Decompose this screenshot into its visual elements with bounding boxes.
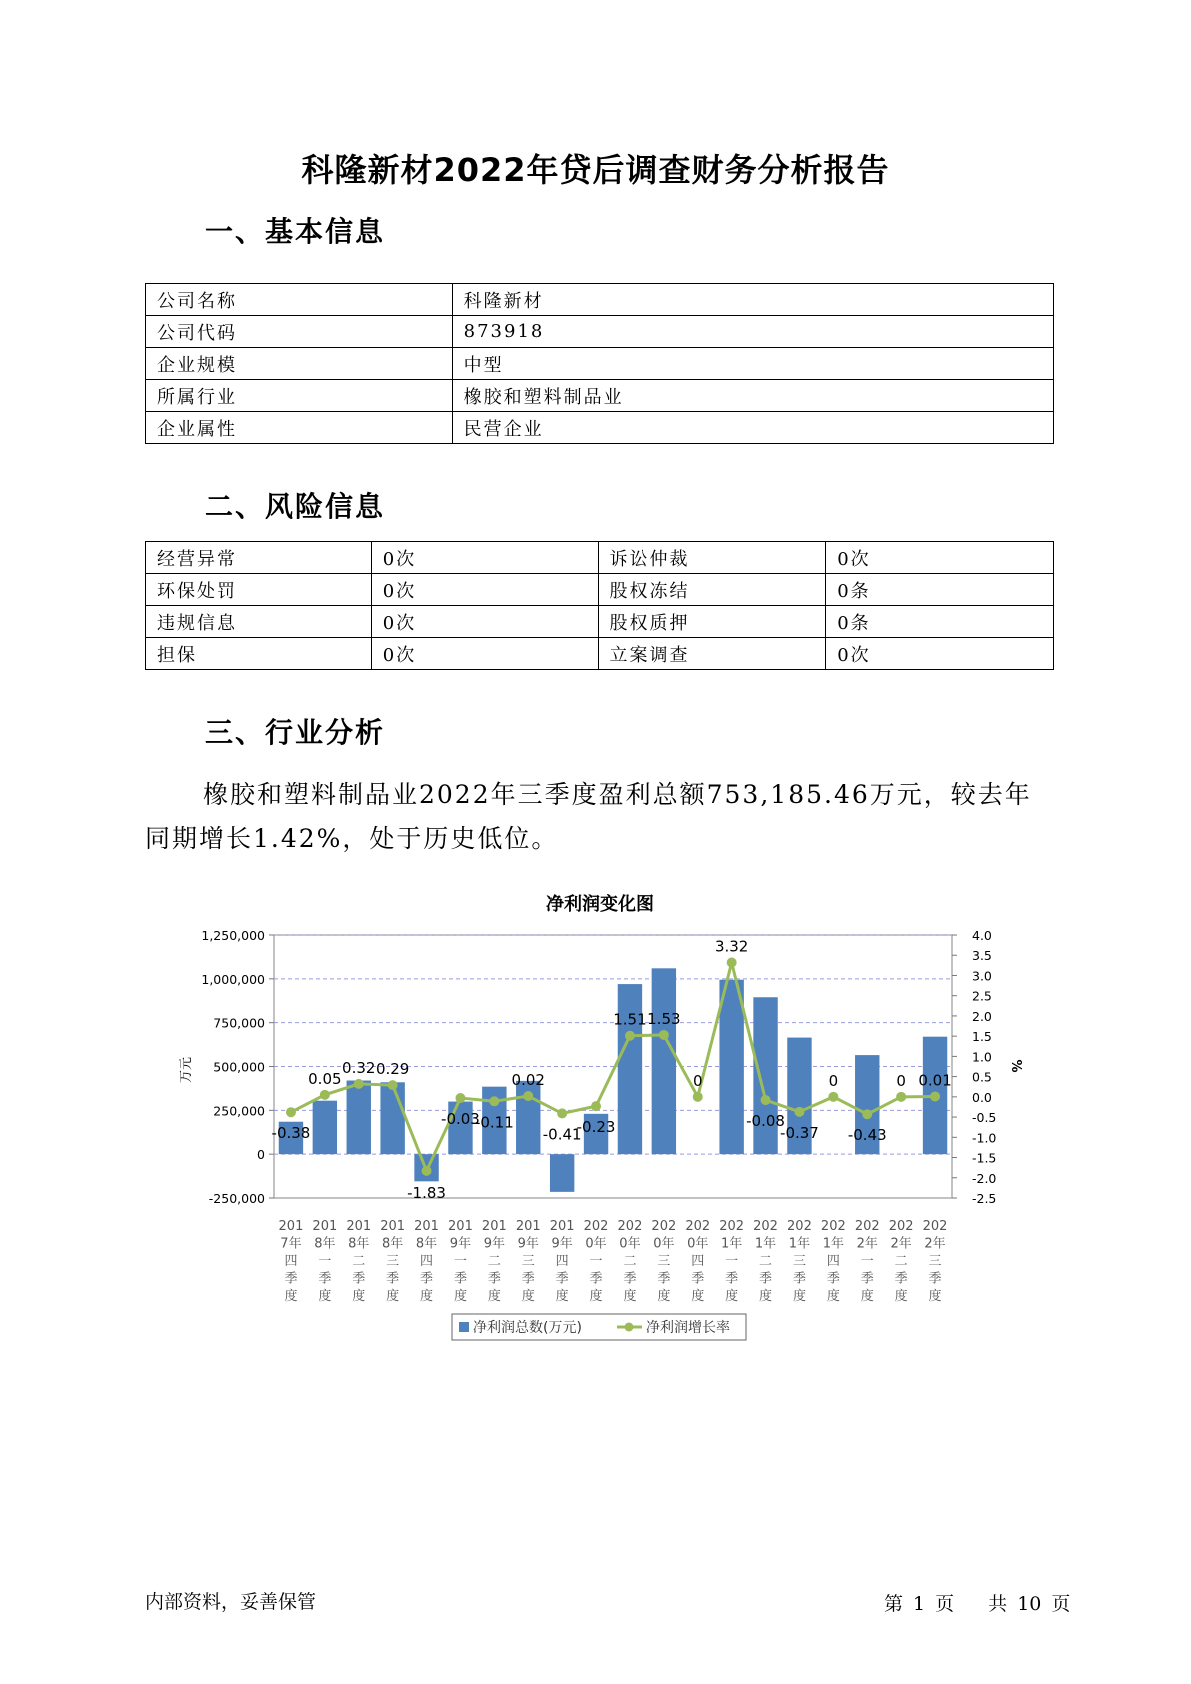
x-tick-label: 202 — [651, 1219, 677, 1234]
data-label: 0.32 — [342, 1058, 376, 1077]
y-right-tick-label: 4.0 — [972, 928, 992, 943]
legend-line-marker — [625, 1323, 634, 1332]
industry-analysis-paragraph: 橡胶和塑料制品业2022年三季度盈利总额753,185.46万元，较去年同期增长1.42%，处于历史低位。 — [145, 780, 1032, 853]
y-right-tick-label: 3.5 — [972, 948, 992, 964]
x-tick-label: 度 — [928, 1289, 942, 1304]
x-tick-label: 2年 — [890, 1236, 912, 1252]
growth-rate-point — [761, 1095, 771, 1105]
legend-bar-swatch — [459, 1322, 469, 1332]
x-tick-label: 201 — [278, 1219, 304, 1234]
table-cell-value: 0次 — [371, 542, 598, 574]
growth-rate-point — [862, 1109, 872, 1119]
x-tick-label: 度 — [860, 1289, 874, 1304]
x-tick-label: 9年 — [551, 1236, 573, 1252]
growth-rate-point — [727, 958, 737, 968]
x-tick-label: 四 — [284, 1254, 298, 1269]
x-tick-label: 0年 — [653, 1236, 675, 1252]
growth-rate-point — [422, 1166, 432, 1176]
x-tick-label: 季 — [623, 1271, 637, 1287]
x-tick-label: 季 — [759, 1271, 773, 1287]
table-cell-label: 环保处罚 — [146, 574, 372, 606]
table-cell-value: 0次 — [371, 638, 598, 670]
x-tick-label: 2年 — [924, 1236, 946, 1252]
growth-rate-point — [896, 1092, 906, 1102]
x-tick-label: 201 — [380, 1219, 406, 1234]
y-left-tick-label: 0 — [257, 1147, 265, 1163]
table-cell-label: 股权质押 — [598, 606, 826, 638]
x-tick-label: 1年 — [822, 1236, 844, 1252]
x-tick-label: 二 — [759, 1254, 773, 1269]
y-left-tick-label: 250,000 — [213, 1103, 265, 1119]
x-tick-label: 季 — [487, 1271, 501, 1287]
x-tick-label: 8年 — [415, 1236, 438, 1252]
x-tick-label: 季 — [386, 1271, 400, 1287]
legend-line-label: 净利润增长率 — [646, 1320, 730, 1336]
table-cell-label: 公司代码 — [146, 316, 453, 348]
x-tick-label: 9年 — [449, 1236, 472, 1252]
x-tick-label: 二 — [352, 1254, 366, 1269]
footer-page-info — [884, 1589, 1080, 1616]
x-tick-label: 四 — [420, 1254, 434, 1269]
data-label: 3.32 — [714, 937, 749, 956]
x-tick-label: 季 — [826, 1271, 840, 1287]
x-tick-label: 201 — [515, 1219, 541, 1234]
growth-rate-point — [557, 1108, 567, 1118]
data-label: -1.83 — [407, 1183, 446, 1202]
chart-title: 净利润变化图 — [546, 894, 654, 915]
growth-rate-point — [320, 1090, 330, 1100]
x-tick-label: 201 — [481, 1219, 507, 1234]
footer-confidential-note: 内部资料，妥善保管 — [145, 1591, 317, 1613]
table-cell-label: 担保 — [146, 638, 372, 670]
table-cell-value: 0条 — [826, 574, 1054, 606]
y-left-tick-label: -250,000 — [208, 1191, 265, 1206]
y-right-tick-label: 0.5 — [972, 1069, 992, 1085]
x-tick-label: 度 — [725, 1289, 739, 1304]
x-tick-label: 1年 — [721, 1236, 743, 1252]
x-tick-label: 四 — [826, 1254, 840, 1269]
growth-rate-point — [828, 1092, 838, 1102]
data-label: 0.05 — [308, 1069, 342, 1088]
data-label: 0 — [828, 1071, 839, 1090]
growth-rate-point — [455, 1093, 465, 1103]
chart-bar — [618, 984, 642, 1154]
table-cell-value: 中型 — [452, 348, 1053, 380]
x-tick-label: 度 — [352, 1289, 366, 1304]
table-cell-label: 立案调查 — [598, 638, 826, 670]
x-tick-label: 度 — [555, 1289, 569, 1304]
x-tick-label: 0年 — [619, 1236, 641, 1252]
x-tick-label: 三 — [386, 1254, 400, 1269]
x-tick-label: 度 — [589, 1289, 603, 1304]
y-left-tick-label: 1,000,000 — [201, 971, 265, 987]
x-tick-label: 8年 — [314, 1236, 336, 1252]
x-tick-label: 一 — [318, 1254, 332, 1269]
table-cell-value: 0次 — [826, 638, 1054, 670]
y-left-axis-label: 万元 — [179, 1056, 194, 1084]
x-tick-label: 202 — [787, 1219, 812, 1234]
x-tick-label: 度 — [521, 1289, 535, 1304]
x-tick-label: 度 — [894, 1289, 908, 1304]
data-label: 1.51 — [613, 1010, 647, 1029]
y-right-tick-label: 2.5 — [972, 988, 992, 1004]
growth-rate-point — [659, 1030, 669, 1040]
table-cell-value: 0次 — [371, 574, 598, 606]
x-tick-label: 度 — [318, 1289, 332, 1304]
table-cell-label: 经营异常 — [146, 542, 372, 574]
x-tick-label: 201 — [448, 1219, 473, 1234]
x-tick-label: 1年 — [788, 1236, 811, 1252]
page-label-prefix: 第 — [884, 1593, 904, 1615]
growth-rate-point — [693, 1092, 703, 1102]
x-tick-label: 季 — [352, 1271, 366, 1287]
total-pages: 10 — [1017, 1593, 1042, 1615]
y-right-tick-label: -2.0 — [972, 1170, 997, 1186]
x-tick-label: 季 — [657, 1271, 671, 1287]
data-label: -0.03 — [441, 1110, 480, 1129]
x-tick-label: 202 — [583, 1219, 609, 1234]
x-tick-label: 季 — [725, 1271, 739, 1287]
x-tick-label: 三 — [928, 1254, 942, 1269]
x-tick-label: 一 — [860, 1254, 874, 1269]
x-tick-label: 9年 — [517, 1236, 539, 1252]
x-tick-label: 一 — [453, 1254, 467, 1269]
x-tick-label: 季 — [420, 1271, 434, 1287]
section-heading-industry-analysis: 三、行业分析 — [205, 716, 386, 749]
chart-bar — [313, 1101, 337, 1154]
x-tick-label: 202 — [617, 1219, 643, 1234]
x-tick-label: 202 — [888, 1219, 914, 1234]
x-tick-label: 季 — [928, 1271, 942, 1287]
x-tick-label: 202 — [922, 1219, 948, 1234]
table-cell-label: 所属行业 — [146, 380, 453, 412]
table-cell-value: 0次 — [371, 606, 598, 638]
x-tick-label: 度 — [420, 1289, 434, 1304]
data-label: -0.08 — [746, 1112, 785, 1131]
page-label-suffix: 页 — [935, 1593, 955, 1615]
data-label: 0.01 — [918, 1071, 952, 1090]
y-right-tick-label: -1.5 — [972, 1150, 997, 1166]
table-cell-label: 违规信息 — [146, 606, 372, 638]
chart-bar — [550, 1154, 574, 1192]
x-tick-label: 二 — [894, 1254, 908, 1269]
x-tick-label: 季 — [453, 1271, 467, 1287]
y-right-tick-label: -2.5 — [972, 1191, 997, 1206]
x-tick-label: 一 — [725, 1254, 739, 1269]
table-cell-value: 民营企业 — [452, 412, 1053, 444]
growth-rate-point — [523, 1091, 533, 1101]
section-heading-basic-info: 一、基本信息 — [205, 215, 386, 248]
y-right-tick-label: 2.0 — [972, 1008, 992, 1024]
x-tick-label: 季 — [792, 1271, 806, 1287]
x-tick-label: 季 — [589, 1271, 603, 1287]
growth-rate-point — [489, 1096, 499, 1106]
x-tick-label: 7年 — [280, 1236, 302, 1252]
x-tick-label: 度 — [826, 1289, 840, 1304]
x-tick-label: 度 — [691, 1289, 705, 1304]
y-right-axis-label: % — [1008, 1059, 1023, 1073]
y-right-tick-label: 1.5 — [972, 1029, 992, 1045]
section-heading-risk-info: 二、风险信息 — [205, 490, 386, 523]
x-tick-label: 季 — [521, 1271, 535, 1287]
x-tick-label: 1年 — [754, 1236, 777, 1252]
x-tick-label: 202 — [820, 1219, 846, 1234]
data-label: 0 — [692, 1071, 703, 1090]
x-tick-label: 度 — [792, 1289, 806, 1304]
x-tick-label: 0年 — [687, 1236, 709, 1252]
growth-rate-point — [591, 1101, 601, 1111]
table-cell-label: 企业属性 — [146, 412, 453, 444]
page-number: 1 — [913, 1593, 926, 1615]
x-tick-label: 201 — [549, 1219, 575, 1234]
table-cell-value: 科隆新材 — [452, 284, 1053, 316]
growth-rate-point — [354, 1079, 364, 1089]
x-tick-label: 度 — [657, 1289, 671, 1304]
x-tick-label: 202 — [685, 1219, 711, 1234]
x-tick-label: 201 — [312, 1219, 338, 1234]
data-label: -0.37 — [780, 1123, 819, 1142]
x-tick-label: 度 — [487, 1289, 501, 1304]
y-left-tick-label: 500,000 — [213, 1059, 265, 1075]
x-tick-label: 0年 — [585, 1236, 607, 1252]
x-tick-label: 202 — [854, 1219, 880, 1234]
y-left-tick-label: 1,250,000 — [201, 928, 265, 943]
x-tick-label: 四 — [691, 1254, 705, 1269]
legend-bar-label: 净利润总数(万元) — [473, 1320, 582, 1336]
growth-rate-point — [625, 1031, 635, 1041]
chart-bar — [380, 1082, 404, 1154]
x-tick-label: 二 — [623, 1254, 637, 1269]
data-label: 0 — [896, 1071, 906, 1090]
data-label: 0.02 — [511, 1071, 545, 1090]
x-tick-label: 8年 — [348, 1236, 370, 1252]
x-tick-label: 度 — [759, 1289, 773, 1304]
growth-rate-point — [286, 1107, 296, 1117]
table-cell-label: 企业规模 — [146, 348, 453, 380]
x-tick-label: 三 — [521, 1254, 535, 1269]
x-tick-label: 8年 — [382, 1236, 404, 1252]
x-tick-label: 三 — [792, 1254, 806, 1269]
x-tick-label: 9年 — [483, 1236, 505, 1252]
table-cell-value: 0次 — [826, 542, 1054, 574]
table-cell-value: 橡胶和塑料制品业 — [452, 380, 1053, 412]
chart-bar — [347, 1081, 371, 1155]
x-tick-label: 季 — [284, 1271, 298, 1287]
document-title: 科隆新材2022年贷后调查财务分析报告 — [301, 151, 890, 189]
x-tick-label: 度 — [623, 1289, 637, 1304]
growth-rate-point — [930, 1091, 940, 1101]
y-right-tick-label: 1.0 — [972, 1049, 992, 1065]
table-cell-label: 股权冻结 — [598, 574, 826, 606]
x-tick-label: 季 — [691, 1271, 705, 1287]
x-tick-label: 201 — [346, 1219, 372, 1234]
data-label: -0.11 — [474, 1113, 514, 1132]
table-cell-value: 0条 — [826, 606, 1054, 638]
x-tick-label: 季 — [894, 1271, 908, 1287]
data-label: 1.53 — [647, 1009, 681, 1028]
x-tick-label: 202 — [719, 1219, 745, 1234]
table-cell-value: 873918 — [452, 316, 1053, 348]
x-tick-label: 度 — [284, 1289, 298, 1304]
y-right-tick-label: -1.0 — [972, 1130, 997, 1146]
x-tick-label: 2年 — [856, 1236, 878, 1252]
x-tick-label: 季 — [860, 1271, 874, 1287]
data-label: -0.23 — [576, 1118, 616, 1137]
data-label: -0.41 — [542, 1125, 582, 1144]
total-label-prefix: 共 — [988, 1593, 1008, 1615]
x-tick-label: 四 — [555, 1254, 569, 1269]
x-tick-label: 202 — [753, 1219, 778, 1234]
x-tick-label: 度 — [386, 1289, 400, 1304]
x-tick-label: 季 — [555, 1271, 569, 1287]
total-label-suffix: 页 — [1051, 1593, 1071, 1615]
y-right-tick-label: -0.5 — [972, 1110, 997, 1126]
y-right-tick-label: 0.0 — [972, 1089, 992, 1105]
x-tick-label: 201 — [414, 1219, 439, 1234]
x-tick-label: 二 — [487, 1254, 501, 1269]
y-left-tick-label: 750,000 — [213, 1015, 265, 1031]
chart-bar — [753, 997, 777, 1154]
x-tick-label: 季 — [318, 1271, 332, 1287]
table-cell-label: 公司名称 — [146, 284, 453, 316]
y-right-tick-label: 3.0 — [972, 968, 992, 984]
data-label: -0.38 — [271, 1124, 311, 1143]
table-cell-label: 诉讼仲裁 — [598, 542, 826, 574]
data-label: -0.43 — [847, 1126, 887, 1145]
chart-bar — [652, 968, 676, 1154]
chart-bar — [719, 980, 743, 1154]
x-tick-label: 一 — [589, 1254, 603, 1269]
data-label: 0.29 — [375, 1060, 410, 1079]
x-tick-label: 三 — [657, 1254, 671, 1269]
x-tick-label: 度 — [453, 1289, 467, 1304]
growth-rate-point — [388, 1080, 398, 1090]
growth-rate-point — [794, 1107, 804, 1117]
